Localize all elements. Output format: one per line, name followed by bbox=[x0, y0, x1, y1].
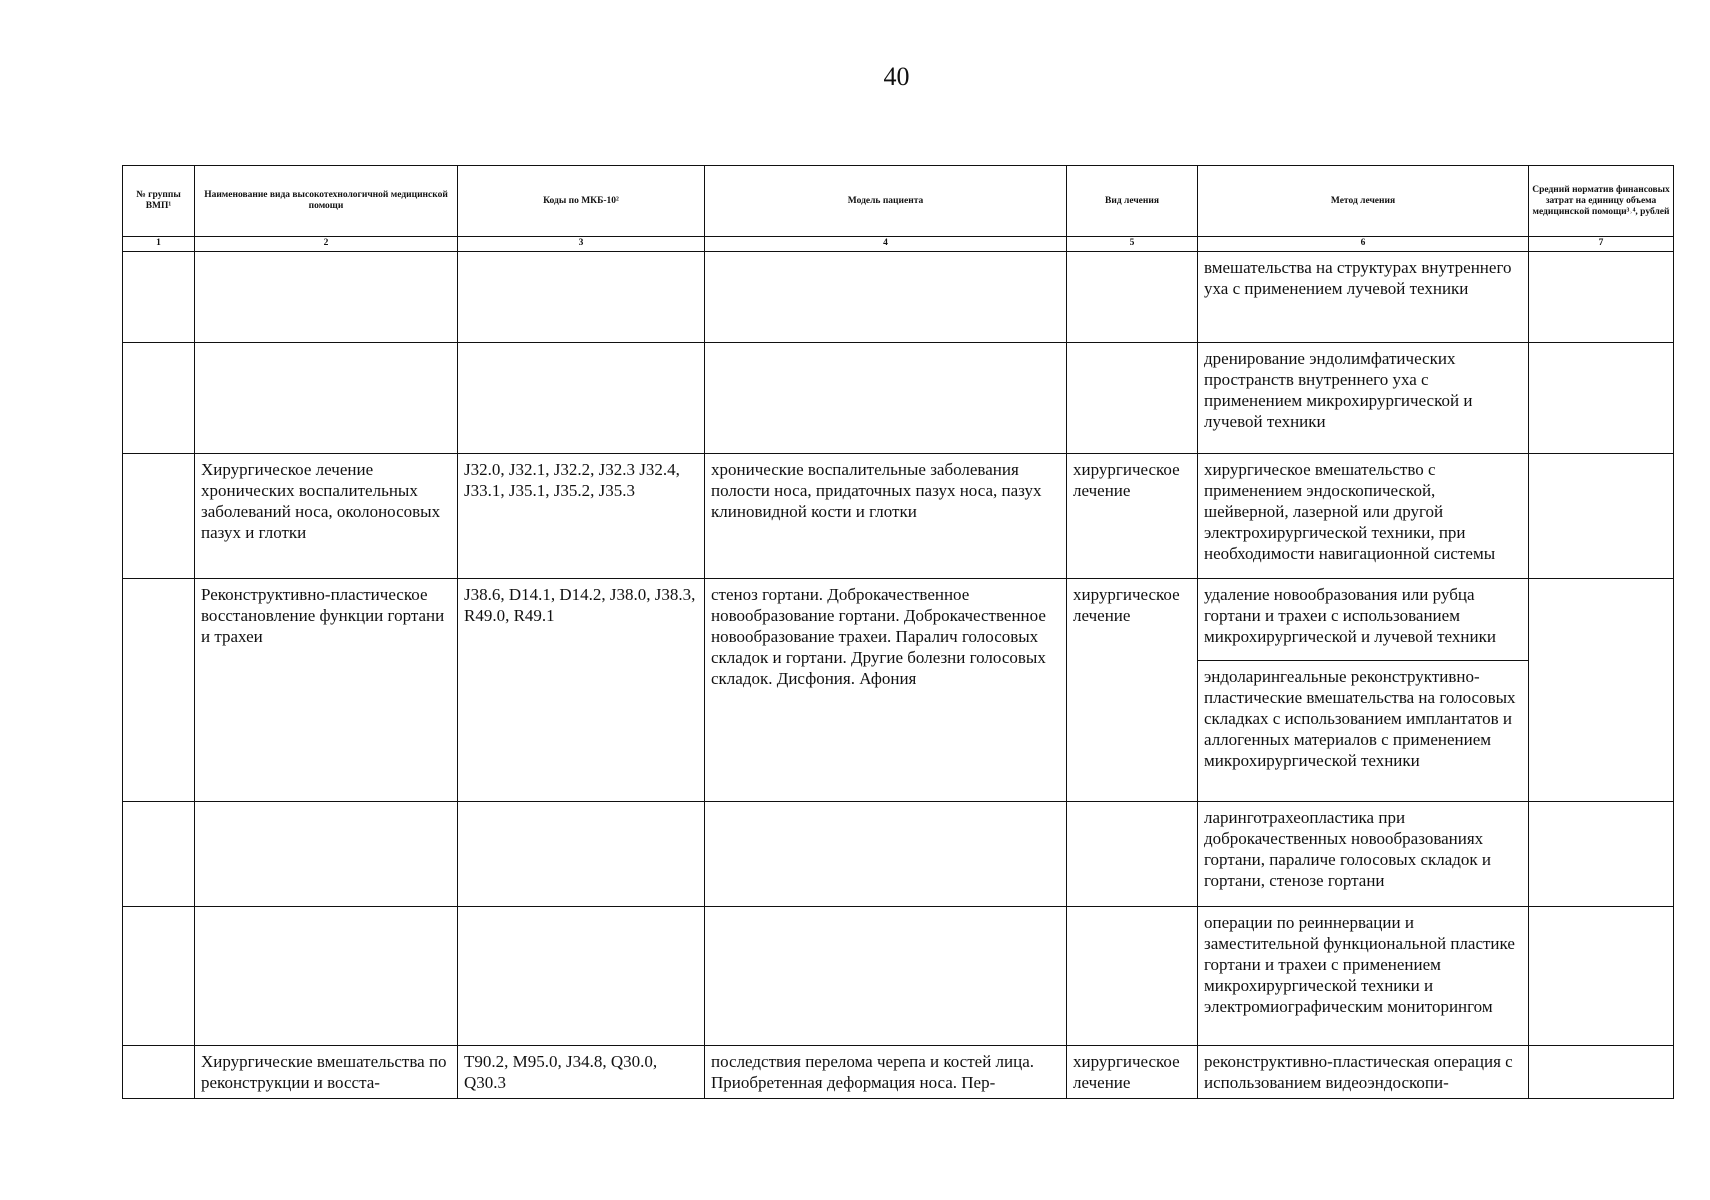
table-row bbox=[123, 454, 1674, 579]
header-cost: Средний норматив финансовых затрат на единицу объема медицинской помощи³˒⁴, рублей bbox=[1529, 166, 1674, 237]
table-row bbox=[123, 802, 1674, 907]
table-row bbox=[123, 252, 1674, 343]
group-cell bbox=[123, 907, 195, 1046]
column-number: 6 bbox=[1198, 237, 1529, 252]
cost-cell bbox=[1529, 907, 1674, 1046]
header-row bbox=[123, 166, 1674, 237]
codes-cell: J32.0, J32.1, J32.2, J32.3 J32.4, J33.1, J35.1, J35.2, J35.3 bbox=[458, 454, 705, 579]
name-cell bbox=[195, 343, 458, 454]
method-cell: дренирование эндолимфатических пространств внутреннего уха с применением микрохирургической и лучевой техники bbox=[1198, 343, 1529, 454]
model-cell: стеноз гортани. Доброкачественное новообразование гортани. Доброкачественное новообразование трахеи. Паралич голосовых складок и гортани. Другие болезни голосовых складок. Дисфония. Афония bbox=[705, 579, 1067, 802]
model-cell bbox=[705, 907, 1067, 1046]
group-cell bbox=[123, 1046, 195, 1099]
codes-cell: J38.6, D14.1, D14.2, J38.0, J38.3, R49.0, R49.1 bbox=[458, 579, 705, 802]
cost-cell bbox=[1529, 252, 1674, 343]
column-number: 3 bbox=[458, 237, 705, 252]
group-cell bbox=[123, 454, 195, 579]
method-cell: ларинготрахеопластика при доброкачественных новообразованиях гортани, параличе голосовых складок и гортани, стенозе гортани bbox=[1198, 802, 1529, 907]
cost-cell bbox=[1529, 579, 1674, 802]
treatment-cell: хирургическое лечение bbox=[1067, 579, 1198, 802]
model-cell bbox=[705, 343, 1067, 454]
table-row bbox=[123, 907, 1674, 1046]
cost-cell bbox=[1529, 1046, 1674, 1099]
group-cell bbox=[123, 579, 195, 802]
cost-cell bbox=[1529, 343, 1674, 454]
codes-cell: T90.2, M95.0, J34.8, Q30.0, Q30.3 bbox=[458, 1046, 705, 1099]
codes-cell bbox=[458, 907, 705, 1046]
column-number: 2 bbox=[195, 237, 458, 252]
column-number: 7 bbox=[1529, 237, 1674, 252]
header-name: Наименование вида высокотехнологичной медицинской помощи bbox=[195, 166, 458, 237]
method-cell: операции по реиннервации и заместительной функциональной пластике гортани и трахеи с применением микрохирургической техники и электромиографическим мониторингом bbox=[1198, 907, 1529, 1046]
name-cell bbox=[195, 252, 458, 343]
name-cell: Реконструктивно-пластическое восстановление функции гортани и трахеи bbox=[195, 579, 458, 802]
table-row bbox=[123, 343, 1674, 454]
method-cell-2: эндоларингеальные реконструктивно-пластические вмешательства на голосовых складках с использованием имплантатов и аллогенных материалов с применением микрохирургической техники bbox=[1198, 661, 1529, 802]
method-cell: удаление новообразования или рубца гортани и трахеи с использованием микрохирургической и лучевой техники bbox=[1198, 579, 1529, 661]
header-model: Модель пациента bbox=[705, 166, 1067, 237]
treatment-cell bbox=[1067, 343, 1198, 454]
vmp-table bbox=[122, 165, 1674, 1099]
group-cell bbox=[123, 252, 195, 343]
name-cell: Хирургическое лечение хронических воспалительных заболеваний носа, околоносовых пазух и глотки bbox=[195, 454, 458, 579]
name-cell bbox=[195, 802, 458, 907]
column-number: 5 bbox=[1067, 237, 1198, 252]
codes-cell bbox=[458, 802, 705, 907]
treatment-cell bbox=[1067, 907, 1198, 1046]
model-cell bbox=[705, 802, 1067, 907]
method-cell: хирургическое вмешательство с применением эндоскопической, шейверной, лазерной или другой электрохирургической техники, при необходимости навигационной системы bbox=[1198, 454, 1529, 579]
method-cell: вмешательства на структурах внутреннего уха с применением лучевой техники bbox=[1198, 252, 1529, 343]
header-group: № группы ВМП¹ bbox=[123, 166, 195, 237]
treatment-cell bbox=[1067, 802, 1198, 907]
codes-cell bbox=[458, 343, 705, 454]
treatment-cell: хирургическое лечение bbox=[1067, 1046, 1198, 1099]
model-cell: хронические воспалительные заболевания полости носа, придаточных пазух носа, пазух клиновидной кости и глотки bbox=[705, 454, 1067, 579]
method-cell: реконструктивно-пластическая операция с использованием видеоэндоскопи- bbox=[1198, 1046, 1529, 1099]
treatment-cell bbox=[1067, 252, 1198, 343]
header-treatment: Вид лечения bbox=[1067, 166, 1198, 237]
cost-cell bbox=[1529, 454, 1674, 579]
table-row bbox=[123, 1046, 1674, 1099]
column-number: 1 bbox=[123, 237, 195, 252]
cost-cell bbox=[1529, 802, 1674, 907]
page-number: 40 bbox=[883, 62, 910, 91]
model-cell bbox=[705, 252, 1067, 343]
group-cell bbox=[123, 802, 195, 907]
column-number-row bbox=[123, 237, 1674, 252]
model-cell: последствия перелома черепа и костей лица. Приобретенная деформация носа. Пер- bbox=[705, 1046, 1067, 1099]
codes-cell bbox=[458, 252, 705, 343]
table-row bbox=[123, 579, 1674, 661]
header-method: Метод лечения bbox=[1198, 166, 1529, 237]
name-cell bbox=[195, 907, 458, 1046]
group-cell bbox=[123, 343, 195, 454]
name-cell: Хирургические вмешательства по реконструкции и восста- bbox=[195, 1046, 458, 1099]
column-number: 4 bbox=[705, 237, 1067, 252]
treatment-cell: хирургическое лечение bbox=[1067, 454, 1198, 579]
header-codes: Коды по МКБ-10² bbox=[458, 166, 705, 237]
